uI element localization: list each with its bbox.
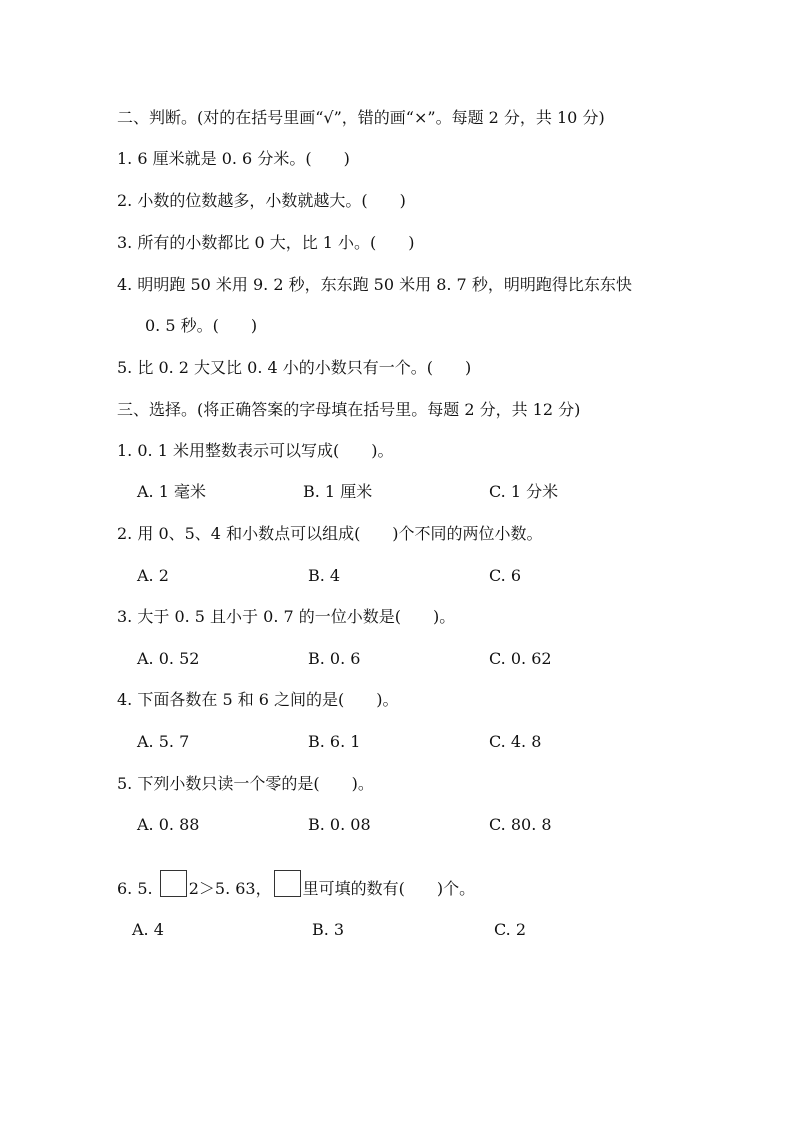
choice-question-2: 2. 用 0、5、4 和小数点可以组成( )个不同的两位小数。 — [117, 524, 543, 543]
choice-1-option-c: C. 1 分米 — [489, 482, 559, 501]
choice-1-option-b: B. 1 厘米 — [303, 482, 373, 501]
choice-6-option-a: A. 4 — [132, 920, 164, 939]
choice-question-4: 4. 下面各数在 5 和 6 之间的是( )。 — [117, 690, 399, 709]
section-heading-judgement: 二、判断。(对的在括号里画“√”，错的画“×”。每题 2 分，共 10 分) — [117, 108, 605, 127]
choice-question-3: 3. 大于 0. 5 且小于 0. 7 的一位小数是( )。 — [117, 607, 456, 626]
choice-2-option-b: B. 4 — [308, 566, 341, 585]
section-heading-choice: 三、选择。(将正确答案的字母填在括号里。每题 2 分，共 12 分) — [117, 400, 581, 419]
choice-1-option-a: A. 1 毫米 — [137, 482, 206, 501]
choice-3-option-a: A. 0. 52 — [137, 649, 200, 668]
choice-5-option-b: B. 0. 08 — [308, 815, 371, 834]
choice-question-5: 5. 下列小数只读一个零的是( )。 — [117, 774, 374, 793]
q6-suffix: 里可填的数有( )个。 — [302, 879, 476, 898]
q6-prefix: 6. 5. — [117, 879, 153, 898]
choice-3-option-b: B. 0. 6 — [308, 649, 361, 668]
choice-5-option-a: A. 0. 88 — [137, 815, 200, 834]
choice-4-option-a: A. 5. 7 — [137, 732, 190, 751]
choice-4-option-b: B. 6. 1 — [308, 732, 361, 751]
choice-4-option-c: C. 4. 8 — [489, 732, 542, 751]
choice-2-option-a: A. 2 — [137, 566, 169, 585]
choice-question-1: 1. 0. 1 米用整数表示可以写成( )。 — [117, 441, 394, 460]
blank-box-reference — [274, 870, 301, 897]
choice-5-option-c: C. 80. 8 — [489, 815, 552, 834]
choice-6-option-b: B. 3 — [312, 920, 345, 939]
choice-3-option-c: C. 0. 62 — [489, 649, 552, 668]
judgement-item-2: 2. 小数的位数越多，小数就越大。( ) — [117, 191, 406, 210]
q6-middle: 2＞5. 63， — [188, 879, 272, 898]
judgement-item-1: 1. 6 厘米就是 0. 6 分米。( ) — [117, 149, 350, 168]
judgement-item-4: 4. 明明跑 50 米用 9. 2 秒，东东跑 50 米用 8. 7 秒，明明跑得比东东快 — [117, 275, 632, 294]
choice-2-option-c: C. 6 — [489, 566, 522, 585]
judgement-item-5: 5. 比 0. 2 大又比 0. 4 小的小数只有一个。( ) — [117, 358, 472, 377]
blank-box[interactable] — [160, 870, 187, 897]
judgement-item-4-continued: 0. 5 秒。( ) — [145, 316, 258, 335]
judgement-item-3: 3. 所有的小数都比 0 大，比 1 小。( ) — [117, 233, 415, 252]
choice-question-6 — [117, 870, 475, 899]
choice-6-option-c: C. 2 — [494, 920, 527, 939]
